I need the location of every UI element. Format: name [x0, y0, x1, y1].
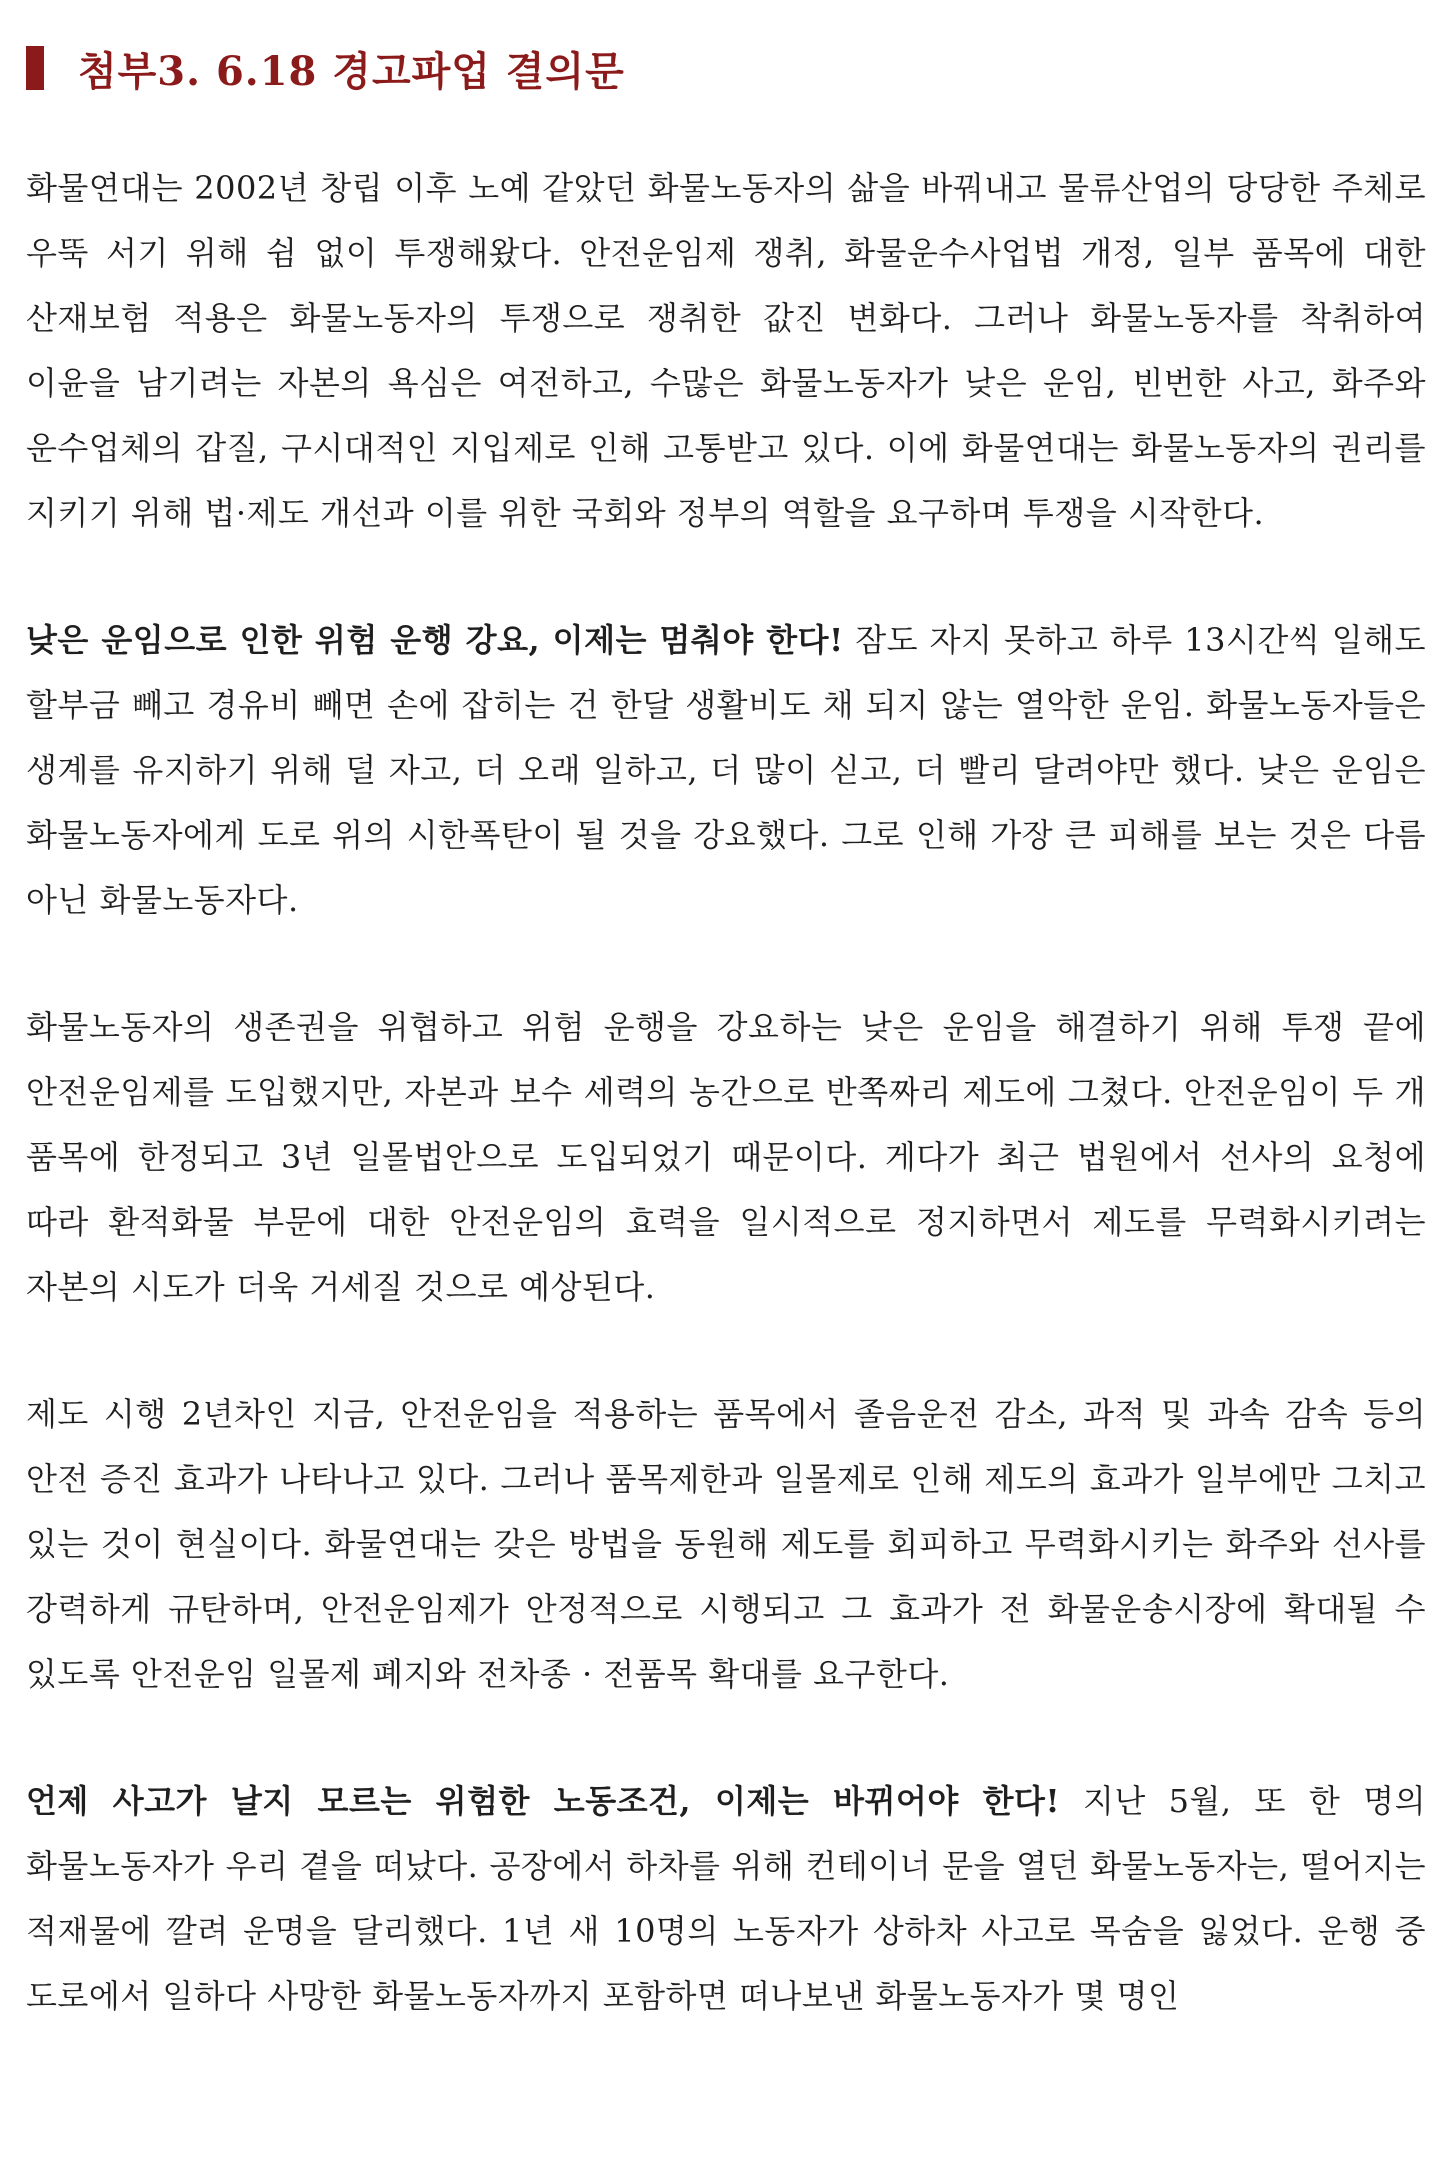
paragraph-1 — [26, 156, 1426, 546]
paragraph-text: 지난 5월, 또 한 명의 화물노동자가 우리 곁을 떠났다. 공장에서 하차를 위해 컨테이너 문을 열던 화물노동자는, 떨어지는 적재물에 깔려 운명을 달리했다. 1년 새 10명의 노동자가 상하차 사고로 목숨을 잃었다. 운행 중 도로에서 일하다 사망한 화물노동자까지 포함하면 떠나보낸 화물노동자가 몇 명인 — [26, 1782, 1427, 2015]
paragraph-text: 화물연대는 2002년 창립 이후 노예 같았던 화물노동자의 삶을 바꿔내고 물류산업의 당당한 주체로 우뚝 서기 위해 쉼 없이 투쟁해왔다. 안전운임제 쟁취, 화물운수사업법 개정, 일부 품목에 대한 산재보험 적용은 화물노동자의 투쟁으로 쟁취한 값진 변화다. 그러나 화물노동자를 착취하여 이윤을 남기려는 자본의 욕심은 여전하고, 수많은 화물노동자가 낮은 운임, 빈번한 사고, 화주와 운수업체의 갑질, 구시대적인 지입제로 인해 고통받고 있다. 이에 화물연대는 화물노동자의 권리를 지키기 위해 법·제도 개선과 이를 위한 국회와 정부의 역할을 요구하며 투쟁을 시작한다. — [26, 169, 1426, 532]
paragraph-3 — [26, 995, 1426, 1320]
paragraph-text: 화물노동자의 생존권을 위협하고 위험 운행을 강요하는 낮은 운임을 해결하기 위해 투쟁 끝에 안전운임제를 도입했지만, 자본과 보수 세력의 농간으로 반쪽짜리 제도에 그쳤다. 안전운임이 두 개 품목에 한정되고 3년 일몰법안으로 도입되었기 때문이다. 게다가 최근 법원에서 선사의 요청에 따라 환적화물 부문에 대한 안전운임의 효력을 일시적으로 정지하면서 제도를 무력화시키려는 자본의 시도가 더욱 거세질 것으로 예상된다. — [26, 1008, 1426, 1306]
heading-bullet-marker — [26, 46, 44, 90]
paragraph-2 — [26, 608, 1426, 933]
paragraph-4 — [26, 1382, 1426, 1707]
section-heading — [26, 40, 1426, 96]
document-page — [26, 40, 1426, 2091]
paragraph-text: 잠도 자지 못하고 하루 13시간씩 일해도 할부금 빼고 경유비 빼면 손에 잡히는 건 한달 생활비도 채 되지 않는 열악한 운임. 화물노동자들은 생계를 유지하기 위해 덜 자고, 더 오래 일하고, 더 많이 싣고, 더 빨리 달려야만 했다. 낮은 운임은 화물노동자에게 도로 위의 시한폭탄이 될 것을 강요했다. 그로 인해 가장 큰 피해를 보는 것은 다름 아닌 화물노동자다. — [26, 621, 1426, 919]
paragraph-text: 제도 시행 2년차인 지금, 안전운임을 적용하는 품목에서 졸음운전 감소, 과적 및 과속 감속 등의 안전 증진 효과가 나타나고 있다. 그러나 품목제한과 일몰제로 인해 제도의 효과가 일부에만 그치고 있는 것이 현실이다. 화물연대는 갖은 방법을 동원해 제도를 회피하고 무력화시키는 화주와 선사를 강력하게 규탄하며, 안전운임제가 안정적으로 시행되고 그 효과가 전 화물운송시장에 확대될 수 있도록 안전운임 일몰제 폐지와 전차종 · 전품목 확대를 요구한다. — [26, 1395, 1426, 1693]
heading-title: 첨부3. 6.18 경고파업 결의문 — [78, 47, 625, 95]
paragraph-5 — [26, 1769, 1426, 2029]
paragraph-lead: 낮은 운임으로 인한 위험 운행 강요, 이제는 멈춰야 한다! — [26, 621, 844, 659]
paragraph-lead: 언제 사고가 날지 모르는 위험한 노동조건, 이제는 바뀌어야 한다! — [26, 1782, 1060, 1820]
